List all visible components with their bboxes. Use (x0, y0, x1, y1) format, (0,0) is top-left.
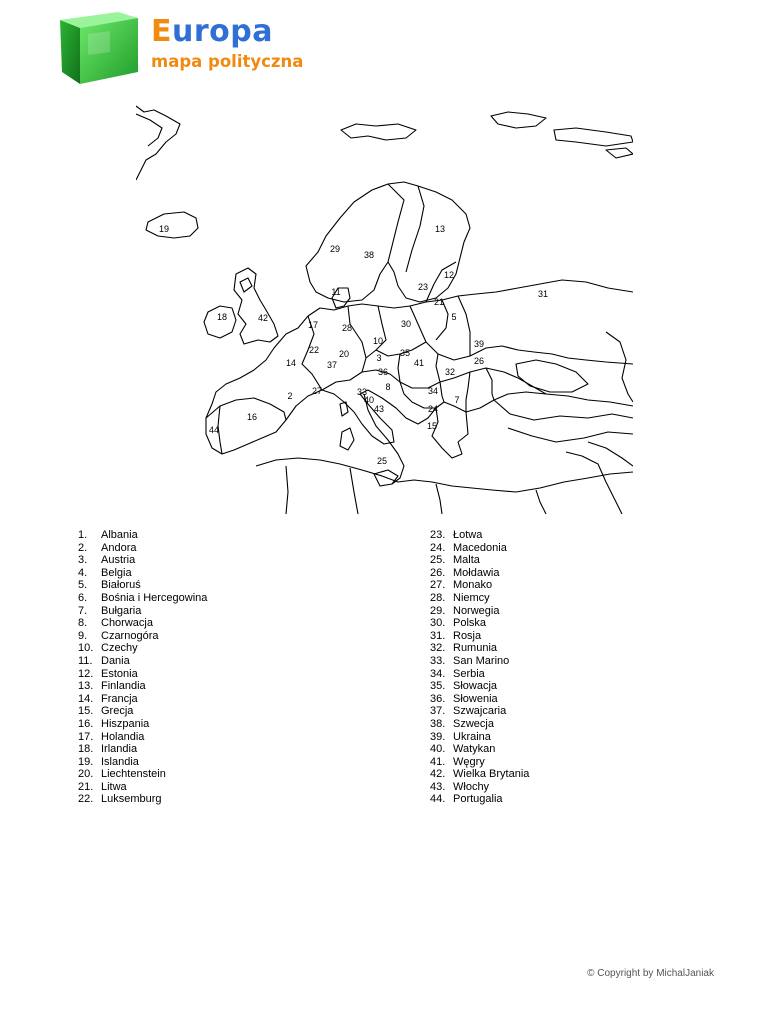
legend-number: 12. (78, 667, 94, 680)
map-label: 40 (363, 395, 375, 405)
legend-number: 31. (430, 629, 446, 642)
map-label: 39 (473, 339, 485, 349)
legend-item (430, 592, 529, 605)
map-label: 31 (537, 289, 549, 299)
map-label: 30 (400, 319, 412, 329)
legend-item (78, 793, 207, 806)
legend-country: Słowacja (453, 680, 498, 693)
map-label: 15 (426, 421, 438, 431)
legend-country: Andora (101, 541, 137, 554)
legend-number: 20. (78, 768, 94, 781)
legend-item (430, 579, 529, 592)
legend-country: Albania (101, 529, 138, 541)
legend-item (78, 630, 207, 643)
legend-country: Litwa (101, 780, 127, 793)
map-label: 8 (385, 382, 391, 392)
legend-number: 35. (430, 680, 446, 693)
legend-country: Liechtenstein (101, 768, 166, 781)
legend-item (430, 743, 529, 756)
legend-number: 3. (78, 554, 88, 567)
legend-number: 22. (78, 793, 94, 806)
map-label: 5 (451, 312, 457, 322)
legend-number: 21. (78, 780, 94, 793)
legend-number: 42. (430, 768, 446, 781)
legend-country: Belgia (101, 566, 132, 579)
legend-item (430, 630, 529, 643)
map-label: 20 (338, 349, 350, 359)
legend-country: San Marino (453, 654, 510, 667)
legend-item (430, 542, 529, 555)
legend-item (78, 768, 207, 781)
map-label: 33 (356, 387, 368, 397)
legend-country: Dania (101, 654, 130, 667)
legend-country: Finlandia (101, 680, 146, 693)
legend-item (78, 567, 207, 580)
legend-item (78, 668, 207, 681)
legend-number: 43. (430, 780, 446, 793)
legend-item (430, 605, 529, 618)
legend-item (78, 592, 207, 605)
map-label: 35 (399, 348, 411, 358)
legend-item (430, 529, 529, 542)
legend-country: Bośnia i Hercegowina (101, 591, 208, 604)
legend-country: Portugalia (453, 793, 503, 806)
legend-country: Chorwacja (101, 617, 153, 630)
legend-item (78, 617, 207, 630)
map-label: 36 (377, 367, 389, 377)
legend-country: Czechy (101, 642, 138, 655)
legend-item (430, 693, 529, 706)
legend-number: 24. (430, 541, 446, 554)
legend-country: Francja (101, 692, 138, 705)
map-label: 22 (308, 345, 320, 355)
legend-number: 23. (430, 529, 446, 541)
legend-number: 41. (430, 755, 446, 768)
title-rest: uropa (172, 14, 273, 49)
legend-country: Watykan (453, 743, 496, 756)
legend-item (78, 642, 207, 655)
legend-item (430, 554, 529, 567)
legend-item (78, 705, 207, 718)
legend-item (78, 680, 207, 693)
legend-item (430, 731, 529, 744)
map-label: 7 (454, 395, 460, 405)
title-first-letter: E (151, 14, 172, 49)
page-title (151, 12, 273, 52)
legend-item (78, 693, 207, 706)
map-label: 21 (433, 297, 445, 307)
legend-item (430, 642, 529, 655)
legend-country: Włochy (453, 780, 490, 793)
map-label: 44 (208, 425, 220, 435)
map-label: 42 (257, 313, 269, 323)
legend-country: Serbia (453, 667, 485, 680)
legend-item (430, 655, 529, 668)
legend-item (78, 756, 207, 769)
country-legend-right (430, 529, 529, 806)
legend-number: 25. (430, 554, 446, 567)
legend-number: 10. (78, 642, 94, 655)
legend-item (430, 768, 529, 781)
legend-number: 39. (430, 730, 446, 743)
legend-country: Malta (453, 554, 480, 567)
map-label: 10 (372, 336, 384, 346)
legend-country: Ukraina (453, 730, 491, 743)
map-label: 43 (373, 404, 385, 414)
map-label: 11 (331, 287, 341, 297)
country-legend-left (78, 529, 207, 806)
legend-number: 32. (430, 642, 446, 655)
legend-item (78, 781, 207, 794)
map-label: 17 (307, 320, 319, 330)
legend-item (430, 781, 529, 794)
green-cube-logo-icon (58, 10, 140, 86)
legend-item (430, 617, 529, 630)
legend-country: Białoruś (101, 579, 141, 592)
legend-country: Macedonia (453, 541, 507, 554)
legend-country: Rosja (453, 629, 482, 642)
legend-item (430, 567, 529, 580)
legend-number: 13. (78, 680, 94, 693)
legend-number: 16. (78, 717, 94, 730)
legend-number: 36. (430, 692, 446, 705)
map-label: 14 (285, 358, 297, 368)
legend-number: 33. (430, 654, 446, 667)
legend-number: 14. (78, 692, 94, 705)
map-label: 29 (329, 244, 341, 254)
legend-number: 26. (430, 566, 446, 579)
legend-country: Irlandia (101, 743, 138, 756)
legend-country: Bułgaria (101, 604, 142, 617)
legend-item (430, 793, 529, 806)
legend-country: Węgry (453, 755, 485, 768)
legend-country: Monako (453, 579, 493, 592)
legend-number: 34. (430, 667, 446, 680)
legend-number: 11. (78, 654, 93, 667)
legend-country: Norwegia (453, 604, 500, 617)
legend-item (78, 605, 207, 618)
legend-item (78, 579, 207, 592)
legend-number: 4. (78, 566, 88, 579)
legend-country: Islandia (101, 755, 139, 768)
legend-number: 1. (78, 529, 88, 541)
map-label: 13 (434, 224, 446, 234)
legend-number: 9. (78, 629, 88, 642)
page-subtitle: mapa polityczna (151, 52, 304, 71)
map-label: 24 (427, 404, 439, 414)
legend-number: 27. (430, 579, 446, 592)
map-label: 18 (216, 312, 228, 322)
legend-number: 5. (78, 579, 88, 592)
copyright-notice: © Copyright by MichalJaniak (587, 968, 714, 979)
map-label: 19 (158, 224, 170, 234)
legend-item (78, 542, 207, 555)
legend-number: 37. (430, 705, 446, 718)
legend-country: Holandia (101, 730, 145, 743)
legend-country: Mołdawia (453, 566, 500, 579)
legend-number: 8. (78, 617, 88, 630)
legend-country: Polska (453, 617, 487, 630)
legend-item (78, 731, 207, 744)
legend-number: 19. (78, 755, 94, 768)
legend-country: Luksemburg (101, 793, 162, 806)
legend-number: 44. (430, 793, 446, 806)
legend-number: 28. (430, 591, 446, 604)
map-number-labels (159, 224, 548, 466)
legend-number: 2. (78, 541, 88, 554)
legend-number: 7. (78, 604, 88, 617)
map-label: 3 (376, 353, 382, 363)
map-label: 41 (413, 358, 425, 368)
legend-country: Szwecja (453, 717, 494, 730)
legend-item (430, 718, 529, 731)
legend-item (78, 529, 207, 542)
legend-number: 30. (430, 617, 446, 630)
map-label: 26 (473, 356, 485, 366)
legend-number: 6. (78, 591, 88, 604)
map-label: 25 (376, 456, 388, 466)
legend-country: Czarnogóra (101, 629, 159, 642)
map-label: 32 (444, 367, 456, 377)
map-label: 38 (363, 250, 375, 260)
legend-item (78, 718, 207, 731)
map-label: 27 (311, 386, 323, 396)
legend-item (78, 655, 207, 668)
legend-country: Rumunia (453, 642, 498, 655)
legend-item (430, 680, 529, 693)
legend-country: Słowenia (453, 692, 498, 705)
legend-item (430, 668, 529, 681)
legend-item (430, 756, 529, 769)
legend-number: 38. (430, 717, 446, 730)
map-label: 12 (443, 270, 455, 280)
legend-number: 17. (78, 730, 94, 743)
legend-country: Hiszpania (101, 717, 150, 730)
map-label: 2 (287, 391, 293, 401)
map-borders (136, 106, 633, 514)
legend-item (430, 705, 529, 718)
legend-country: Wielka Brytania (453, 768, 530, 781)
legend-number: 15. (78, 705, 94, 718)
map-label: 37 (326, 360, 338, 370)
legend-country: Grecja (101, 705, 134, 718)
legend-country: Austria (101, 554, 136, 567)
legend-country: Niemcy (453, 591, 490, 604)
map-label: 28 (341, 323, 353, 333)
map-label: 34 (427, 386, 439, 396)
legend-item (78, 554, 207, 567)
europe-outline-map (136, 102, 633, 514)
legend-item (78, 743, 207, 756)
map-label: 23 (417, 282, 429, 292)
legend-country: Estonia (101, 667, 138, 680)
map-label: 16 (246, 412, 258, 422)
legend-number: 18. (78, 743, 94, 756)
legend-number: 40. (430, 743, 446, 756)
legend-number: 29. (430, 604, 446, 617)
legend-country: Szwajcaria (453, 705, 507, 718)
legend-country: Łotwa (453, 529, 483, 541)
